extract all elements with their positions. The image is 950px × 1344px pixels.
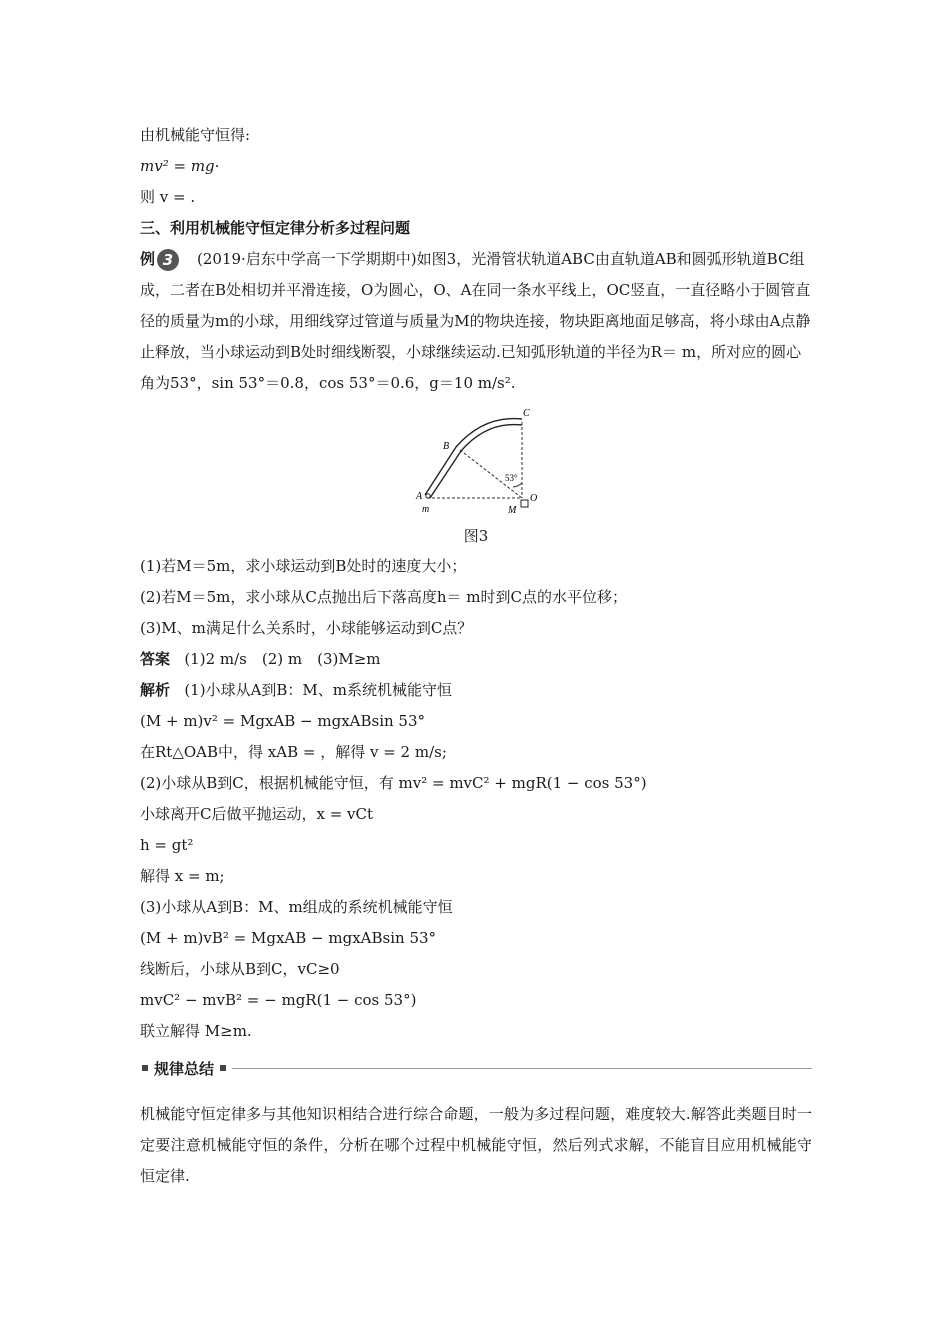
analysis-line: (3)小球从A到B：M、m组成的系统机械能守恒	[140, 898, 453, 916]
analysis-line: mvC² − mvB² = − mgR(1 − cos 53°)	[140, 991, 417, 1009]
analysis-line: 在Rt△OAB中，得 xAB = ，解得 v = 2 m/s;	[140, 743, 447, 761]
square-bullet-icon	[142, 1065, 148, 1071]
summary-title: 规律总结	[154, 1059, 215, 1078]
analysis-line: 联立解得 M≥m.	[140, 1022, 252, 1040]
analysis-text: (1)小球从A到B：M、m系统机械能守恒	[184, 681, 453, 699]
analysis-line	[140, 675, 812, 706]
label-m: m	[422, 504, 430, 515]
label-O: O	[530, 493, 538, 504]
analysis-line: (2)小球从B到C，根据机械能守恒，有 mv² = mvC² + mgR(1 − cos 53°)	[140, 774, 647, 792]
angle-arc	[513, 483, 522, 487]
label-B: B	[443, 441, 450, 452]
label-M: M	[508, 505, 517, 516]
answer-line	[140, 644, 812, 675]
summary-paragraph: 机械能守恒定律多与其他知识相结合进行综合命题，一般为多过程问题，难度较大.解答此类题目时一定要注意机械能守恒的条件，分析在哪个过程中机械能守恒，然后列式求解，不能盲目应用机械能守恒定律.	[140, 1105, 812, 1185]
example-text: (2019·启东中学高一下学期期中)如图3，光滑管状轨道ABC由直轨道AB和圆弧形轨道BC组成，二者在B处相切并平滑连接，O为圆心，O、A在同一条水平线上，OC竖直，一直径略小于圆管直径的质量为m的小球，用细线穿过管道与质量为M的物块连接，物块距离地面足够高，将小球由A点静止释放，当小球运动到B处时细线断裂，小球继续运动.已知弧形轨道的半径为R＝ m，所对应的圆心角为53°，sin 53°＝0.8，cos 53°＝0.6，g＝10 m/s².	[140, 250, 811, 392]
text-line: 由机械能守恒得:	[140, 126, 251, 144]
analysis-label: 解析	[140, 681, 171, 699]
question-2: (2)若M＝5m，求小球从C点抛出后下落高度h＝ m时到C点的水平位移；	[140, 588, 627, 606]
page-content	[140, 120, 812, 1192]
analysis-line: (M + m)vB² = MgxAB − mgxABsin 53°	[140, 929, 437, 947]
answer-label: 答案	[140, 650, 171, 668]
answer-text: (1)2 m/s (2) m (3)M≥m	[184, 650, 381, 668]
text-line: 则 v = .	[140, 188, 196, 206]
summary-header	[140, 1053, 812, 1083]
square-bullet-icon	[220, 1065, 226, 1071]
example-paragraph	[140, 244, 812, 399]
analysis-line: h = gt²	[140, 836, 194, 854]
question-3: (3)M、m满足什么关系时，小球能够运动到C点？	[140, 619, 473, 637]
example-label: 例	[140, 250, 156, 268]
question-1: (1)若M＝5m，求小球运动到B处时的速度大小；	[140, 557, 467, 575]
example-number-badge: 3	[157, 249, 179, 271]
section-title: 三、利用机械能守恒定律分析多过程问题	[140, 219, 411, 237]
analysis-line: 线断后，小球从B到C，vC≥0	[140, 960, 340, 978]
analysis-line: (M + m)v² = MgxAB − mgxABsin 53°	[140, 712, 426, 730]
figure-caption: 图3	[463, 527, 489, 545]
label-A: A	[416, 491, 423, 502]
block-M	[521, 500, 528, 507]
label-C: C	[523, 408, 530, 419]
text-line: mv² = mg·	[140, 157, 220, 175]
analysis-line: 解得 x = m;	[140, 867, 225, 885]
figure-3	[140, 407, 812, 557]
analysis-line: 小球离开C后做平抛运动，x = vCt	[140, 805, 374, 823]
label-angle: 53°	[505, 473, 518, 483]
track-diagram	[410, 407, 550, 519]
summary-divider	[232, 1068, 812, 1069]
